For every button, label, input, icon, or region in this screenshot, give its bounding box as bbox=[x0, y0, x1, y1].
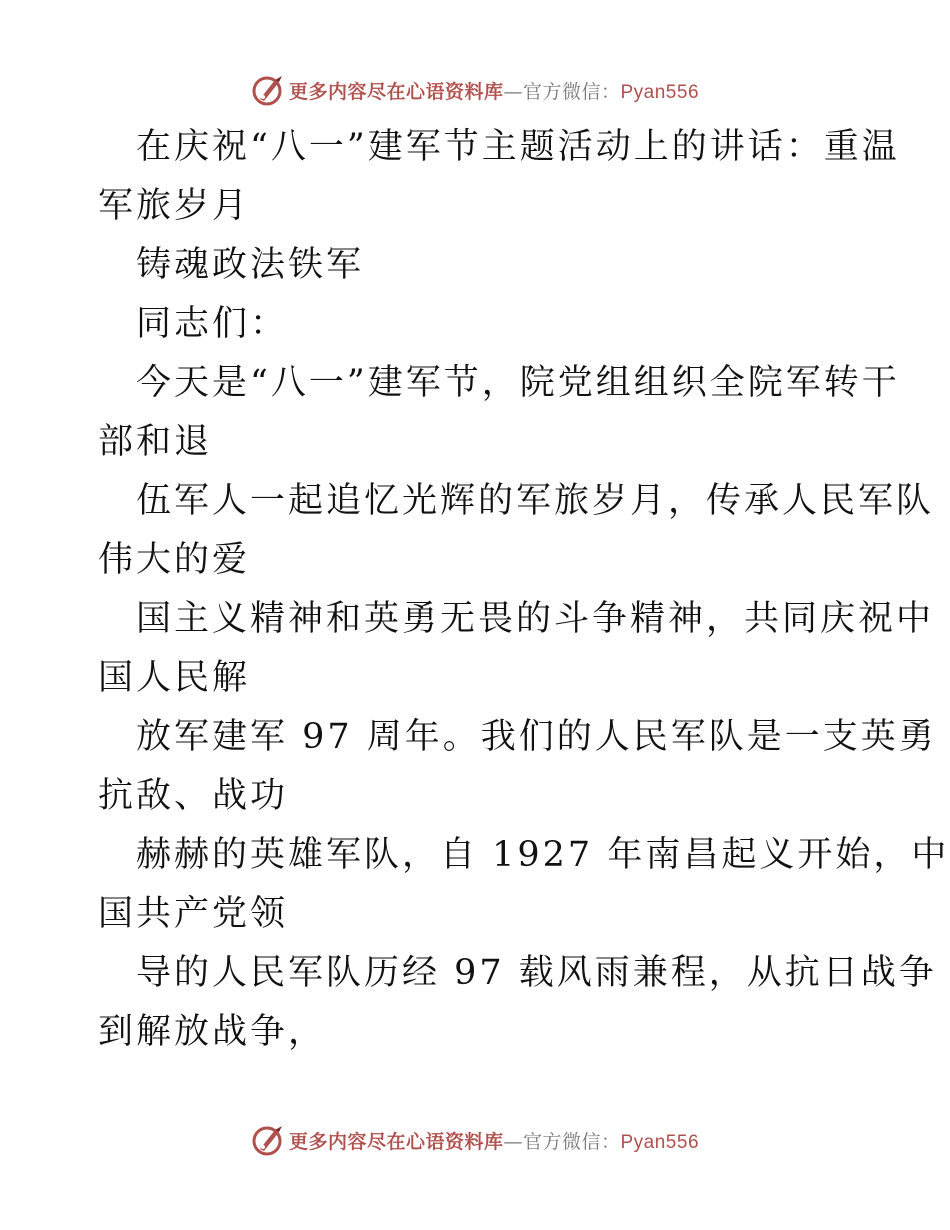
paragraph-line: 今天是“八一”建军节，院党组组织全院军转干 bbox=[136, 363, 900, 403]
quill-pen-logo-icon bbox=[251, 1123, 285, 1157]
brand-label bbox=[289, 1127, 699, 1154]
salutation-line: 同志们： bbox=[136, 304, 289, 344]
brand-sub-text: —官方微信： bbox=[503, 1130, 621, 1153]
title-line-1: 在庆祝“八一”建军节主题活动上的讲话：重温 bbox=[136, 127, 900, 167]
paragraph-line: 国人民解 bbox=[98, 658, 251, 698]
subtitle-line: 铸魂政法铁军 bbox=[136, 245, 365, 285]
brand-wechat-id: Pyan556 bbox=[620, 1131, 700, 1153]
brand-sub-text: —官方微信： bbox=[503, 80, 621, 103]
paragraph-line: 伍军人一起追忆光辉的军旅岁月，传承人民军队 bbox=[136, 481, 935, 521]
header-watermark bbox=[0, 70, 950, 110]
paragraph-line: 国主义精神和英勇无畏的斗争精神，共同庆祝中 bbox=[136, 599, 935, 639]
brand-wechat-id: Pyan556 bbox=[620, 81, 700, 103]
paragraph-line: 部和退 bbox=[98, 422, 213, 462]
footer-watermark bbox=[0, 1120, 950, 1160]
brand-main-text: 更多内容尽在心语资料库 bbox=[288, 1130, 504, 1153]
paragraph-line: 伟大的爱 bbox=[98, 540, 251, 580]
paragraph-line: 导的人民军队历经 97 载风雨兼程，从抗日战争 bbox=[136, 953, 937, 993]
title-line-2: 军旅岁月 bbox=[98, 186, 251, 226]
quill-pen-logo-icon bbox=[251, 73, 285, 107]
brand-label bbox=[289, 77, 699, 104]
paragraph-line: 到解放战争， bbox=[98, 1012, 327, 1052]
brand-main-text: 更多内容尽在心语资料库 bbox=[288, 80, 504, 103]
paragraph-line: 赫赫的英雄军队，自 1927 年南昌起义开始，中 bbox=[136, 835, 950, 875]
document-body bbox=[98, 118, 950, 1062]
paragraph-line: 放军建军 97 周年。我们的人民军队是一支英勇 bbox=[136, 717, 937, 757]
paragraph-line: 国共产党领 bbox=[98, 894, 289, 934]
paragraph-line: 抗敌、战功 bbox=[98, 776, 289, 816]
